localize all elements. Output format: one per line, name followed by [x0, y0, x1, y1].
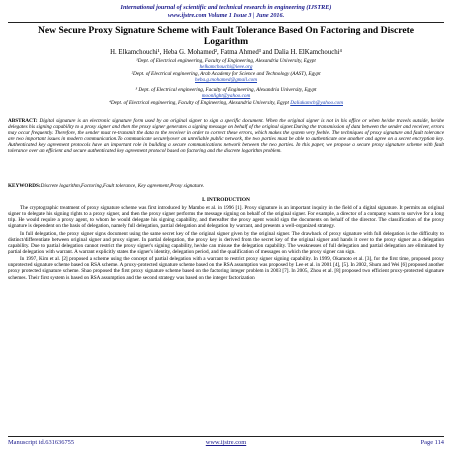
- journal-header: [8, 4, 444, 19]
- introduction-body: [8, 205, 444, 433]
- affiliation-text: ¹Dept. of Electrical engineering, Faculty of Engineering, Alexandria University, Egypt: [136, 58, 316, 64]
- email-link[interactable]: heba.g.mohamed@gmail.com: [195, 77, 257, 84]
- journal-name: International journal of scientific and technical research in engineering (IJSTRE): [120, 4, 332, 11]
- journal-issue: www.ijstre.com Volume 1 Issue 3 | June 2016.: [167, 11, 285, 19]
- manuscript-id: Manuscript id.631636755: [8, 439, 75, 446]
- affiliation-3: [10, 87, 442, 99]
- paper-title: New Secure Proxy Signature Scheme with Fault Tolerance Based On Factoring and Discrete Logarithm: [37, 25, 415, 47]
- email-link[interactable]: moonlight@yahoo.com: [201, 93, 251, 100]
- header-rule: [8, 22, 444, 23]
- page-footer: [8, 438, 444, 448]
- affiliation-1: [10, 58, 442, 70]
- affiliation-4: [10, 100, 442, 106]
- paragraph: In full delegation, the proxy signer signs document using the same secret key of the original signer given by the original signer. The drawback of proxy signature with full delegation is the difficulty to distinct/differentiate between original signer and proxy signer. In partial delegation, the proxy key is derived from the secret key of the original signer and hands it over to the proxy signer as a delegation capability. Due to partial delegation cannot restrict the proxy signer's signing capability, he/she can misuse the delegation capability. The weaknesses of full delegation and partial delegation are eliminated by partial delegation with warrant. A warrant explicitly states the signer's identity, delegation period, and the qualification of messages on which the proxy signer can sign.: [8, 230, 444, 255]
- page-number: Page 114: [420, 439, 444, 446]
- affiliation-text: ⁴Dept. of Electrical engineering, Faculty of Engineering, Alexandria University, Egypt: [109, 100, 289, 106]
- site-link[interactable]: www.ijstre.com: [205, 439, 247, 446]
- author-list: H. Elkamchouchi¹, Heba G. Mohamed², Fatma Ahmed³ and Dalia H. ElKamchouchi⁴: [110, 49, 342, 56]
- email-link[interactable]: helkamchouchi@ieee.org: [199, 64, 253, 71]
- footer-rule: [8, 436, 444, 437]
- keywords-label: KEYWORDS:: [8, 183, 41, 189]
- keywords: [8, 183, 444, 189]
- abstract-label: ABSTRACT:: [8, 118, 38, 124]
- abstract: [8, 118, 444, 154]
- affiliation-2: [10, 71, 442, 83]
- paragraph: In 1997, Kim et al. [2] proposed a scheme using the concept of partial delegation with a warrant to restrict proxy signer signing capability. In 1999, Okamoto et al. [3], for the first time, proposed proxy unprotected signature scheme based on RSA scheme. A proxy-protected signature scheme based on the RSA assumption was proposed by Lee et al. in 2001 [4], [5]. In 2002, Shum and Wei [6] proposed another proxy protected signature scheme. Shao proposed the first proxy signature scheme based on the factoring integer problem in 2003 [7]. In 2005, Zhou et al. [8] proposed two efficient proxy-protected signature schemes. Their first system is based on RSA assumption and the second strategy was based on the integer factorization: [8, 256, 444, 281]
- paragraph: The cryptographic treatment of proxy signature scheme was first introduced by Mambo et al. in 1996 [1]. Proxy signature is an important inquiry in the field of a digital signature. It permits an original signer to delegate his signing rights to a proxy signer, and then the proxy signer performs the message signing on behalf of the original signer. For example, a director of a company wants to survive for a long trip. He would require a proxy agent, to whom he would delegate his signing capability, and thereafter the proxy agent would sign the documents on behalf of the director. The classification of the proxy signature is dependent on the basis of delegation, namely full delegation, partial delegation and delegation by warrant, and presents a well-organized strategy.: [8, 205, 444, 230]
- section-heading: I. INTRODUCTION: [202, 197, 250, 203]
- affiliation-text: ²Dept. of Electrical engineering, Arab Academy for Science and Technology (AAST), Egypt: [131, 71, 321, 77]
- keywords-text: Discrete logarithm,Factoring,Fault tolerance, Key agreement,Proxy signature.: [40, 183, 205, 189]
- email-link[interactable]: Daliakamch@yahoo.com: [290, 100, 343, 106]
- abstract-text: Digital signature is an electronic signature form used by an original signer to sign a specific document. When the original signer is not in his office or when he/she travels outside, he/she delegates his signing capability to a proxy signer and then the proxy signer generates a signing message on behalf of the original signer.During the transmission of data between the sender and receiver, errors may occur frequently. Therefore, the sender must re-transmit the data to the receiver in order to correct these errors, which makes the system very feeble. The techniques of proxy signature and fault tolerance are two important issues in modern communication.To communicate securelyover an unreliable public network, the two parties must be able to authenticate one another and agree on a secret encryption key. Authenticated key agreement protocols have an important role in building a secure communications network between the two parties. In this paper, we propose a secure proxy signature scheme with fault tolerance over an efficient and secure authenticated key agreement protocol based on factoring and the discrete logarithm problem.: [8, 118, 444, 155]
- affiliation-text: ³ Dept. of Electrical engineering, Faculty of Engineering, Alexandria University, Egypt: [135, 87, 317, 93]
